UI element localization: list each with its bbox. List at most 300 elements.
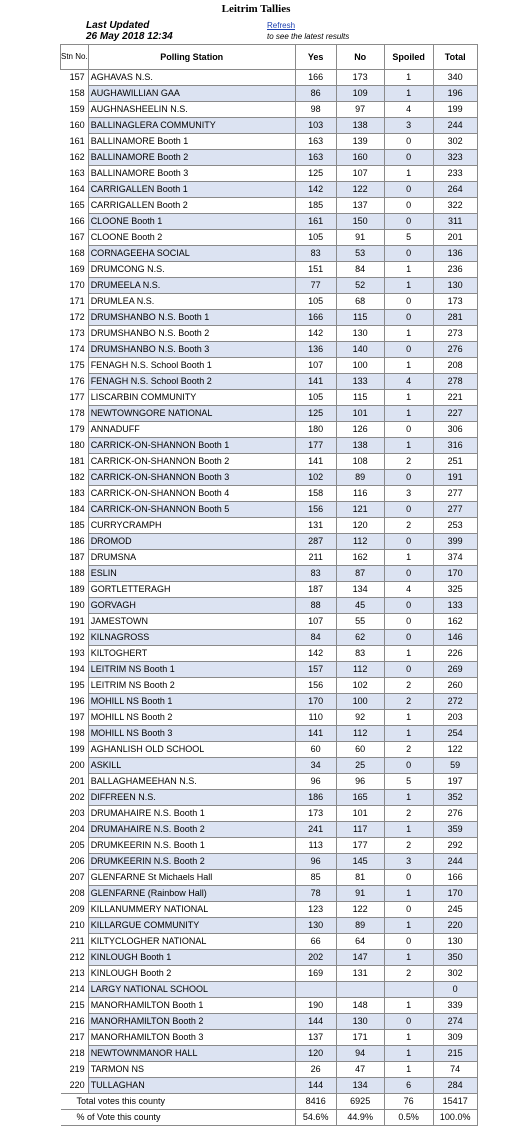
total-votes: 322: [433, 198, 477, 214]
stn-number: 185: [69, 520, 85, 530]
spoiled-votes: 1: [384, 950, 433, 966]
spoiled-votes: 0: [384, 198, 433, 214]
no-votes: 147: [336, 950, 384, 966]
table-row: [61, 982, 478, 998]
station-name: GORVAGH: [88, 598, 295, 614]
station-name: LISCARBIN COMMUNITY: [88, 390, 295, 406]
last-updated-value: 26 May 2018 12:34: [86, 31, 173, 42]
stn-number: 216: [69, 1016, 85, 1026]
station-name: DRUMCONG N.S.: [88, 262, 295, 278]
spoiled-votes: 0: [384, 902, 433, 918]
total-votes: 302: [433, 134, 477, 150]
table-row: [61, 758, 478, 774]
station-name: BALLAGHAMEEHAN N.S.: [88, 774, 295, 790]
station-name: FENAGH N.S. School Booth 2: [88, 374, 295, 390]
yes-votes: 105: [295, 294, 336, 310]
station-name: AUGHNASHEELIN N.S.: [88, 102, 295, 118]
yes-votes: 105: [295, 390, 336, 406]
spoiled-votes: 0: [384, 310, 433, 326]
station-name: DIFFREEN N.S.: [88, 790, 295, 806]
table-row: [61, 518, 478, 534]
total-votes: 74: [433, 1062, 477, 1078]
station-name: KINLOUGH Booth 2: [88, 966, 295, 982]
table-row: [61, 950, 478, 966]
spoiled-votes: 1: [384, 438, 433, 454]
station-name: GORTLETTERAGH: [88, 582, 295, 598]
no-votes: 100: [336, 358, 384, 374]
stn-number: 166: [69, 216, 85, 226]
total-votes: 277: [433, 486, 477, 502]
no-votes: 145: [336, 854, 384, 870]
yes-votes: 169: [295, 966, 336, 982]
yes-votes: 83: [295, 246, 336, 262]
spoiled-votes: 0: [384, 630, 433, 646]
yes-votes: 156: [295, 678, 336, 694]
total-votes: 359: [433, 822, 477, 838]
table-row: [61, 438, 478, 454]
total-votes: 203: [433, 710, 477, 726]
table-row: [61, 662, 478, 678]
no-votes: 89: [336, 918, 384, 934]
no-votes: 84: [336, 262, 384, 278]
station-name: LARGY NATIONAL SCHOOL: [88, 982, 295, 998]
no-votes: 173: [336, 70, 384, 86]
stn-number: 218: [69, 1048, 85, 1058]
spoiled-votes: 1: [384, 550, 433, 566]
no-votes: 100: [336, 694, 384, 710]
spoiled-votes: 4: [384, 102, 433, 118]
spoiled-votes: 2: [384, 742, 433, 758]
table-row: [61, 678, 478, 694]
total-votes: 170: [433, 566, 477, 582]
stn-number: 163: [69, 168, 85, 178]
total-votes: 276: [433, 342, 477, 358]
total-votes: 196: [433, 86, 477, 102]
station-name: MANORHAMILTON Booth 1: [88, 998, 295, 1014]
percent-spoiled: 0.5%: [384, 1110, 433, 1126]
no-votes: 112: [336, 534, 384, 550]
table-row: [61, 1062, 478, 1078]
yes-votes: 156: [295, 502, 336, 518]
header-station: Polling Station: [88, 45, 295, 70]
header-total: Total: [433, 45, 477, 70]
spoiled-votes: 1: [384, 1030, 433, 1046]
tallies-table: [60, 44, 478, 1126]
no-votes: 62: [336, 630, 384, 646]
station-name: CARRIGALLEN Booth 2: [88, 198, 295, 214]
total-votes: 227: [433, 406, 477, 422]
total-votes: 170: [433, 886, 477, 902]
station-name: KILLANUMMERY NATIONAL: [88, 902, 295, 918]
total-votes: 311: [433, 214, 477, 230]
no-votes: 91: [336, 886, 384, 902]
no-votes: 115: [336, 390, 384, 406]
table-row: [61, 774, 478, 790]
yes-votes: 186: [295, 790, 336, 806]
spoiled-votes: 0: [384, 566, 433, 582]
table-row: [61, 902, 478, 918]
yes-votes: 142: [295, 646, 336, 662]
total-votes: 208: [433, 358, 477, 374]
stn-number: 193: [69, 648, 85, 658]
spoiled-votes: 1: [384, 406, 433, 422]
stn-number: 183: [69, 488, 85, 498]
station-name: NEWTOWNGORE NATIONAL: [88, 406, 295, 422]
yes-votes: 102: [295, 470, 336, 486]
yes-votes: 141: [295, 726, 336, 742]
station-name: CARRICK-ON-SHANNON Booth 1: [88, 438, 295, 454]
yes-votes: 190: [295, 998, 336, 1014]
stn-number: 182: [69, 472, 85, 482]
total-votes: 162: [433, 614, 477, 630]
total-votes: 272: [433, 694, 477, 710]
no-votes: 52: [336, 278, 384, 294]
stn-number: 179: [69, 424, 85, 434]
no-votes: 112: [336, 662, 384, 678]
station-name: CARRICK-ON-SHANNON Booth 2: [88, 454, 295, 470]
stn-number: 178: [69, 408, 85, 418]
totals-label: Total votes this county: [61, 1094, 296, 1110]
stn-number: 219: [69, 1064, 85, 1074]
no-votes: 97: [336, 102, 384, 118]
yes-votes: 151: [295, 262, 336, 278]
table-row: [61, 342, 478, 358]
total-votes: 201: [433, 230, 477, 246]
station-name: KILTOGHERT: [88, 646, 295, 662]
yes-votes: 125: [295, 166, 336, 182]
yes-votes: 110: [295, 710, 336, 726]
stn-number: 171: [69, 296, 85, 306]
spoiled-votes: 0: [384, 1014, 433, 1030]
yes-votes: 141: [295, 374, 336, 390]
table-row: [61, 918, 478, 934]
total-votes: 323: [433, 150, 477, 166]
spoiled-votes: 1: [384, 166, 433, 182]
no-votes: 137: [336, 198, 384, 214]
spoiled-votes: 0: [384, 294, 433, 310]
station-name: KILNAGROSS: [88, 630, 295, 646]
no-votes: 94: [336, 1046, 384, 1062]
yes-votes: 241: [295, 822, 336, 838]
table-row: [61, 454, 478, 470]
stn-number: 212: [69, 952, 85, 962]
no-votes: 91: [336, 230, 384, 246]
station-name: JAMESTOWN: [88, 614, 295, 630]
total-votes: 197: [433, 774, 477, 790]
no-votes: 134: [336, 582, 384, 598]
no-votes: 130: [336, 1014, 384, 1030]
table-row: [61, 886, 478, 902]
no-votes: 138: [336, 118, 384, 134]
yes-votes: 287: [295, 534, 336, 550]
yes-votes: 211: [295, 550, 336, 566]
table-row: [61, 294, 478, 310]
table-row: [61, 486, 478, 502]
station-name: DRUMSHANBO N.S. Booth 3: [88, 342, 295, 358]
table-row: [61, 838, 478, 854]
total-votes: 276: [433, 806, 477, 822]
no-votes: 101: [336, 806, 384, 822]
header-stn: Stn No.: [61, 45, 89, 70]
station-name: CARRICK-ON-SHANNON Booth 5: [88, 502, 295, 518]
total-votes: 251: [433, 454, 477, 470]
spoiled-votes: 2: [384, 806, 433, 822]
spoiled-votes: 0: [384, 614, 433, 630]
yes-votes: 136: [295, 342, 336, 358]
station-name: DRUMKEERIN N.S. Booth 1: [88, 838, 295, 854]
total-votes: 130: [433, 278, 477, 294]
station-name: LEITRIM NS Booth 1: [88, 662, 295, 678]
spoiled-votes: 2: [384, 838, 433, 854]
yes-votes: 177: [295, 438, 336, 454]
total-votes: 273: [433, 326, 477, 342]
spoiled-votes: 0: [384, 214, 433, 230]
no-votes: 165: [336, 790, 384, 806]
refresh-note: to see the latest results: [267, 32, 350, 41]
total-votes: 284: [433, 1078, 477, 1094]
stn-number: 157: [69, 72, 85, 83]
table-row: [61, 150, 478, 166]
table-row: [61, 422, 478, 438]
no-votes: 47: [336, 1062, 384, 1078]
stn-number: 175: [69, 360, 85, 370]
no-votes: 148: [336, 998, 384, 1014]
yes-votes: 60: [295, 742, 336, 758]
spoiled-votes: 0: [384, 150, 433, 166]
yes-votes: 170: [295, 694, 336, 710]
totals-row: [61, 1094, 478, 1110]
yes-votes: 98: [295, 102, 336, 118]
spoiled-votes: 4: [384, 582, 433, 598]
spoiled-votes: 6: [384, 1078, 433, 1094]
total-votes: 245: [433, 902, 477, 918]
yes-votes: 202: [295, 950, 336, 966]
stn-number: 220: [69, 1079, 85, 1090]
stn-number: 180: [69, 440, 85, 450]
spoiled-votes: 0: [384, 182, 433, 198]
no-votes: 140: [336, 342, 384, 358]
station-name: CARRIGALLEN Booth 1: [88, 182, 295, 198]
stn-number: 162: [69, 152, 85, 162]
no-votes: 53: [336, 246, 384, 262]
refresh-link[interactable]: Refresh: [267, 21, 296, 30]
no-votes: 96: [336, 774, 384, 790]
header-no: No: [336, 45, 384, 70]
yes-votes: 77: [295, 278, 336, 294]
stn-number: 205: [69, 840, 85, 850]
yes-votes: 96: [295, 854, 336, 870]
no-votes: 64: [336, 934, 384, 950]
yes-votes: [295, 982, 336, 998]
yes-votes: 180: [295, 422, 336, 438]
stn-number: 160: [69, 120, 85, 130]
stn-number: 189: [69, 584, 85, 594]
spoiled-votes: 1: [384, 790, 433, 806]
stn-number: 210: [69, 920, 85, 930]
spoiled-votes: 0: [384, 662, 433, 678]
stn-number: 204: [69, 824, 85, 834]
yes-votes: 125: [295, 406, 336, 422]
station-name: MOHILL NS Booth 1: [88, 694, 295, 710]
spoiled-votes: 1: [384, 390, 433, 406]
no-votes: 177: [336, 838, 384, 854]
station-name: BALLINAGLERA COMMUNITY: [88, 118, 295, 134]
table-row: [61, 710, 478, 726]
yes-votes: 187: [295, 582, 336, 598]
stn-number: 197: [69, 712, 85, 722]
stn-number: 209: [69, 904, 85, 914]
spoiled-votes: 0: [384, 246, 433, 262]
totals-total: 15417: [433, 1094, 477, 1110]
table-row: [61, 262, 478, 278]
total-votes: 173: [433, 294, 477, 310]
station-name: KINLOUGH Booth 1: [88, 950, 295, 966]
yes-votes: 88: [295, 598, 336, 614]
total-votes: 325: [433, 582, 477, 598]
spoiled-votes: 2: [384, 966, 433, 982]
no-votes: 122: [336, 902, 384, 918]
yes-votes: 141: [295, 454, 336, 470]
stn-number: 190: [69, 600, 85, 610]
stn-number: 196: [69, 696, 85, 706]
table-row: [61, 390, 478, 406]
table-row: [61, 566, 478, 582]
yes-votes: 137: [295, 1030, 336, 1046]
yes-votes: 163: [295, 134, 336, 150]
yes-votes: 142: [295, 182, 336, 198]
no-votes: 45: [336, 598, 384, 614]
stn-number: 192: [69, 632, 85, 642]
no-votes: 25: [336, 758, 384, 774]
stn-number: 177: [69, 392, 85, 402]
spoiled-votes: 1: [384, 822, 433, 838]
stn-number: 203: [69, 808, 85, 818]
stn-number: 191: [69, 616, 85, 626]
total-votes: 306: [433, 422, 477, 438]
spoiled-votes: 1: [384, 886, 433, 902]
station-name: KILTYCLOGHER NATIONAL: [88, 934, 295, 950]
station-name: GLENFARNE St Michaels Hall: [88, 870, 295, 886]
total-votes: 253: [433, 518, 477, 534]
station-name: BALLINAMORE Booth 2: [88, 150, 295, 166]
no-votes: 109: [336, 86, 384, 102]
total-votes: 215: [433, 1046, 477, 1062]
table-row: [61, 646, 478, 662]
yes-votes: 144: [295, 1078, 336, 1094]
stn-number: 198: [69, 728, 85, 738]
station-name: AGHANLISH OLD SCHOOL: [88, 742, 295, 758]
stn-number: 195: [69, 680, 85, 690]
yes-votes: 107: [295, 358, 336, 374]
spoiled-votes: 3: [384, 118, 433, 134]
station-name: MANORHAMILTON Booth 3: [88, 1030, 295, 1046]
yes-votes: 161: [295, 214, 336, 230]
no-votes: 138: [336, 438, 384, 454]
table-row: [61, 70, 478, 86]
stn-number: 158: [69, 88, 85, 98]
total-votes: 0: [433, 982, 477, 998]
table-row: [61, 182, 478, 198]
stn-number: 211: [70, 936, 85, 946]
total-votes: 269: [433, 662, 477, 678]
station-name: DRUMSHANBO N.S. Booth 2: [88, 326, 295, 342]
total-votes: 278: [433, 374, 477, 390]
stn-number: 202: [69, 792, 85, 802]
yes-votes: 84: [295, 630, 336, 646]
no-votes: 107: [336, 166, 384, 182]
yes-votes: 78: [295, 886, 336, 902]
spoiled-votes: 1: [384, 710, 433, 726]
total-votes: 281: [433, 310, 477, 326]
spoiled-votes: 1: [384, 998, 433, 1014]
station-name: CARRICK-ON-SHANNON Booth 4: [88, 486, 295, 502]
stn-number: 168: [69, 248, 85, 258]
table-header-row: [61, 45, 478, 70]
total-votes: 254: [433, 726, 477, 742]
stn-number: 188: [69, 568, 85, 578]
total-votes: 339: [433, 998, 477, 1014]
spoiled-votes: 0: [384, 134, 433, 150]
stn-number: 208: [69, 888, 85, 898]
spoiled-votes: 3: [384, 854, 433, 870]
no-votes: 60: [336, 742, 384, 758]
total-votes: 244: [433, 854, 477, 870]
stn-number: 172: [69, 312, 85, 322]
yes-votes: 86: [295, 86, 336, 102]
spoiled-votes: 0: [384, 598, 433, 614]
station-name: MOHILL NS Booth 3: [88, 726, 295, 742]
table-row: [61, 358, 478, 374]
yes-votes: 158: [295, 486, 336, 502]
no-votes: 102: [336, 678, 384, 694]
stn-number: 187: [69, 552, 85, 562]
spoiled-votes: 0: [384, 342, 433, 358]
table-row: [61, 86, 478, 102]
percent-row: [61, 1110, 478, 1126]
total-votes: 244: [433, 118, 477, 134]
percent-yes: 54.6%: [295, 1110, 336, 1126]
table-row: [61, 310, 478, 326]
station-name: CURRYCRAMPH: [88, 518, 295, 534]
station-name: DRUMKEERIN N.S. Booth 2: [88, 854, 295, 870]
stn-number: 176: [69, 376, 85, 386]
table-row: [61, 326, 478, 342]
no-votes: 117: [336, 822, 384, 838]
total-votes: 146: [433, 630, 477, 646]
station-name: DROMOD: [88, 534, 295, 550]
table-row: [61, 118, 478, 134]
total-votes: 399: [433, 534, 477, 550]
table-row: [61, 614, 478, 630]
table-row: [61, 1030, 478, 1046]
table-row: [61, 1014, 478, 1030]
station-name: DRUMEELA N.S.: [88, 278, 295, 294]
no-votes: 150: [336, 214, 384, 230]
no-votes: 116: [336, 486, 384, 502]
spoiled-votes: 1: [384, 1046, 433, 1062]
spoiled-votes: 0: [384, 502, 433, 518]
spoiled-votes: 5: [384, 774, 433, 790]
table-row: [61, 470, 478, 486]
stn-number: 213: [69, 968, 85, 978]
spoiled-votes: 5: [384, 230, 433, 246]
station-name: ANNADUFF: [88, 422, 295, 438]
yes-votes: 96: [295, 774, 336, 790]
spoiled-votes: 4: [384, 374, 433, 390]
no-votes: 121: [336, 502, 384, 518]
no-votes: 126: [336, 422, 384, 438]
no-votes: 115: [336, 310, 384, 326]
